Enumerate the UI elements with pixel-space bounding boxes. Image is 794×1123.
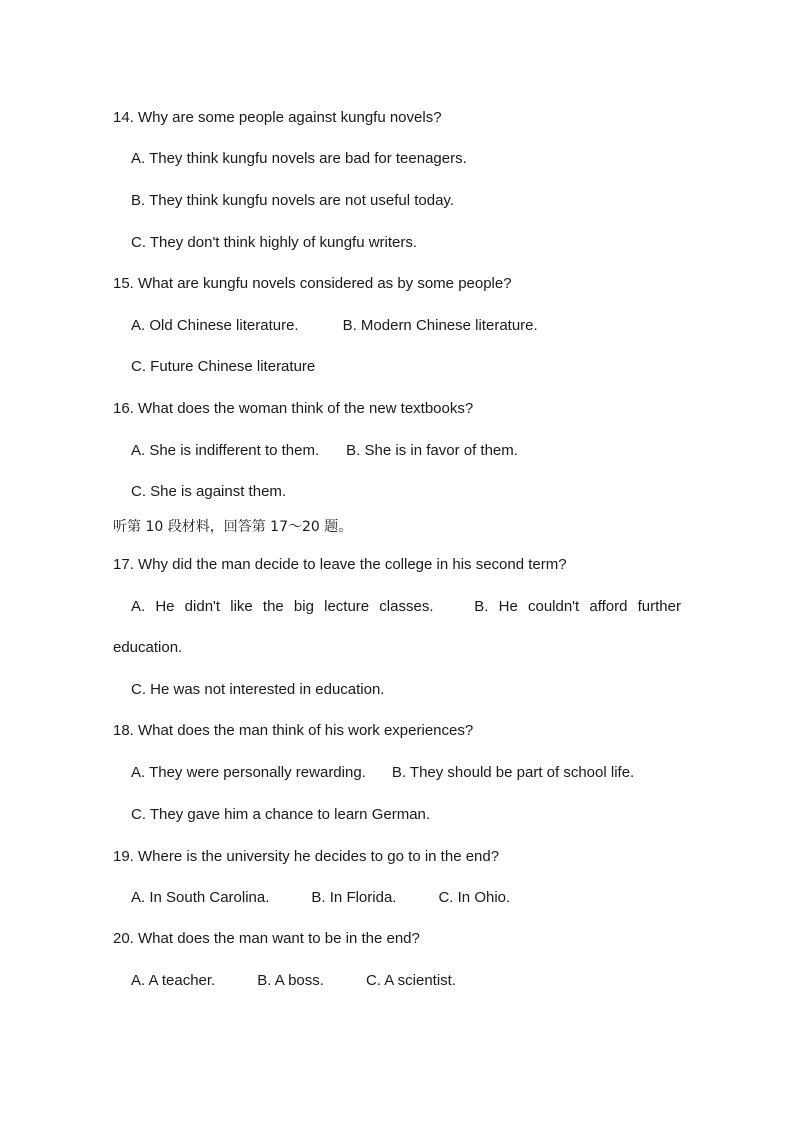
question-17-option-a: A. He didn't like the big lecture classes. [131,598,434,615]
question-20-option-c: C. A scientist. [365,972,456,989]
question-18-options-row [131,763,701,783]
question-17-option-b-continued: education. [113,639,183,656]
question-19-option-c: C. In Ohio. [438,889,511,906]
question-15-option-c: C. Future Chinese literature [131,358,316,375]
question-14-option-b: B. They think kungfu novels are not useful today. [131,192,454,209]
question-16-option-a: A. She is indifferent to them. [131,442,320,459]
question-20-options-row [131,971,701,991]
question-20-stem: 20. What does the man want to be in the end? [113,930,420,947]
question-19-options-row [131,888,701,908]
question-18-option-c: C. They gave him a chance to learn German. [131,806,431,823]
question-19-option-b: B. In Florida. [311,889,397,906]
question-16-option-c: C. She is against them. [131,483,287,500]
question-19-option-a: A. In South Carolina. [131,889,270,906]
question-15-option-a: A. Old Chinese literature. [131,317,299,334]
question-14-stem: 14. Why are some people against kungfu novels? [113,109,442,126]
question-14-option-c: C. They don't think highly of kungfu writers. [131,234,418,251]
question-18-option-b: B. They should be part of school life. [391,764,635,781]
question-17-option-b: B. He couldn't afford further [474,598,681,615]
question-20-option-b: B. A boss. [257,972,324,989]
question-16-stem: 16. What does the woman think of the new textbooks? [113,400,474,417]
question-16-options-row [131,441,701,461]
question-15-options-row [131,316,701,336]
question-14-option-a: A. They think kungfu novels are bad for teenagers. [131,150,467,167]
question-19-stem: 19. Where is the university he decides to go to in the end? [113,848,500,865]
question-17-options-row [131,597,681,617]
question-18-stem: 18. What does the man think of his work experiences? [113,722,474,739]
question-15-option-b: B. Modern Chinese literature. [342,317,538,334]
question-17-option-c: C. He was not interested in education. [131,681,385,698]
question-17-stem: 17. Why did the man decide to leave the college in his second term? [113,556,567,573]
question-18-option-a: A. They were personally rewarding. [131,764,366,781]
question-15-stem: 15. What are kungfu novels considered as by some people? [113,275,512,292]
question-20-option-a: A. A teacher. [131,972,216,989]
question-16-option-b: B. She is in favor of them. [346,442,518,459]
section-instruction: 听第 10 段材料，回答第 17～20 题。 [113,519,353,535]
